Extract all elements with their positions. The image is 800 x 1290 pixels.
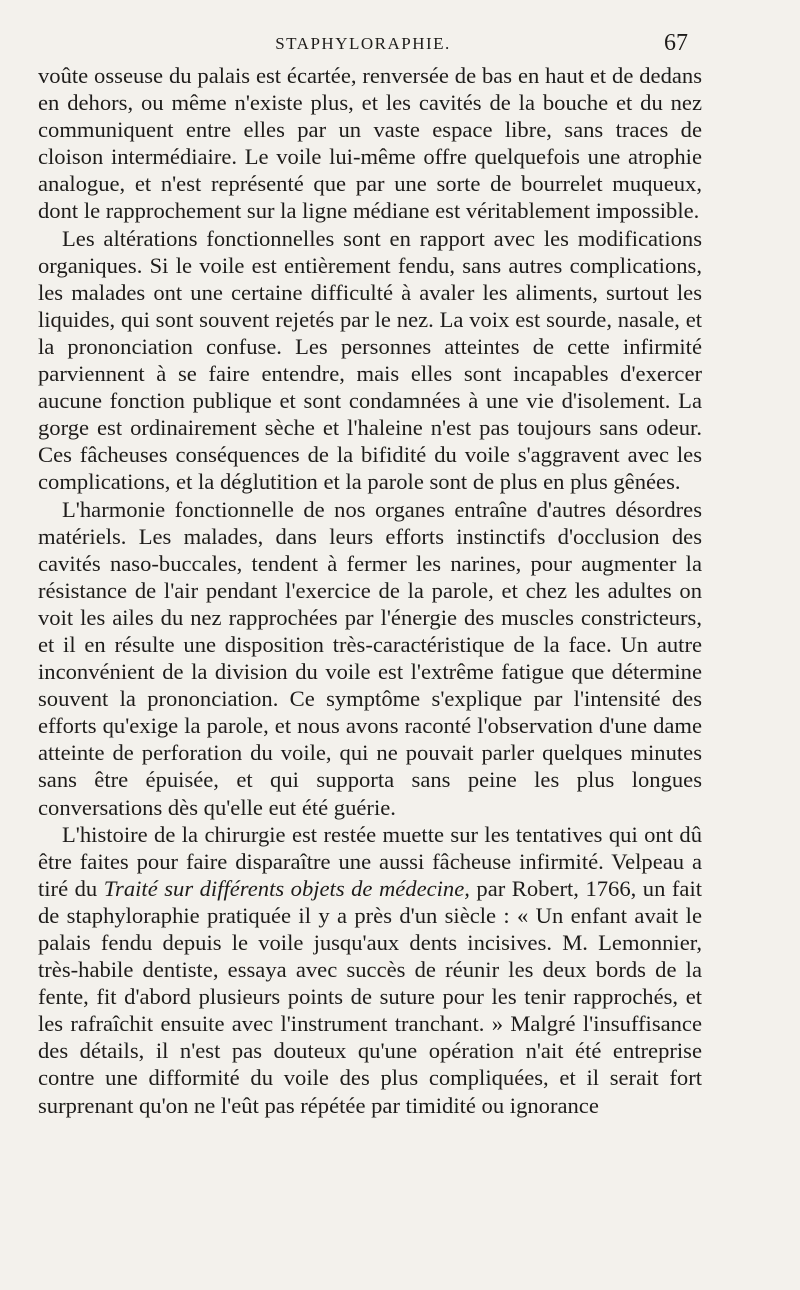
book-title-reference: Traité sur différents objets de médecine, — [103, 875, 470, 901]
paragraph-functional-harmony: L'harmonie fonctionnelle de nos organes entraîne d'autres désordres matériels. Les malades, dans leurs efforts instinctifs d'occlusion des cavités naso-buccales, tendent à fermer les narines, pour augmenter la résistance de l'air pendant l'exercice de la parole, et chez les adultes on voit les ailes du nez rapprochées par l'énergie des muscles constricteurs, et il en résulte une disposition très-caractéristique de la face. Un autre inconvénient de la division du voile est l'extrême fatigue que détermine souvent la prononciation. Ce symptôme s'explique par l'intensité des efforts qu'exige la parole, et nous avons raconté l'observation d'une dame atteinte de perforation du voile, qui ne pouvait parler quelques minutes sans être épuisée, et qui supporta sans peine les plus longues conversations dès qu'elle eut été guérie. — [38, 496, 702, 820]
paragraph-continued: voûte osseuse du palais est écartée, renversée de bas en haut et de dedans en dehors, ou même n'existe plus, et les cavités de la bouche et du nez communiquent entre elles par un vaste espace libre, sans traces de cloison intermédiaire. Le voile lui-même offre quelquefois une atrophie analogue, et n'est représenté que par une sorte de bourrelet muqueux, dont le rapprochement sur la ligne médiane est véritablement impossible. — [38, 63, 702, 224]
history-text-after: par Robert, 1766, un fait de staphyloraphie pratiquée il y a près d'un siècle : « Un enfant avait le palais fendu depuis le voile jusqu'aux dents incisives. M. Lemonnier, très-habile dentiste, essaya avec succès de réunir les deux bords de la fente, fit d'abord plusieurs points de suture pour les tenir rapprochés, et les rafraîchit ensuite avec l'instrument tranchant. » Malgré l'insuffisance des détails, il n'est pas douteux qu'une opération n'ait été entreprise contre une difformité du voile des plus compliquées, et il serait fort surprenant qu'on ne l'eût pas répétée par timidité ou ignorance — [38, 875, 703, 1118]
paragraph-functional-alterations: Les altérations fonctionnelles sont en rapport avec les modifications organiques. Si le voile est entièrement fendu, sans autres complications, les malades ont une certaine difficulté à avaler les aliments, surtout les liquides, qui sont souvent rejetés par le nez. La voix est sourde, nasale, et la prononciation confuse. Les personnes atteintes de cette infirmité parviennent à se faire entendre, mais elles sont incapables d'exercer aucune fonction publique et sont condamnées à une vie d'isolement. La gorge est ordinairement sèche et l'haleine n'est pas toujours sans odeur. Ces fâcheuses conséquences de la bifidité du voile s'aggravent avec les complications, et la déglutition et la parole sont de plus en plus gênées. — [38, 225, 702, 495]
running-head: STAPHYLORAPHIE. — [275, 34, 451, 53]
paragraph-surgery-history — [38, 821, 702, 1119]
history-text-before: L'histoire de la chirurgie est restée muette sur les tentatives qui ont dû être faites pour faire disparaître une aussi fâcheuse infirmité. Velpeau a tiré du — [38, 821, 702, 901]
body-text — [38, 62, 702, 1119]
page-number: 67 — [664, 30, 688, 56]
page-header — [38, 30, 688, 62]
